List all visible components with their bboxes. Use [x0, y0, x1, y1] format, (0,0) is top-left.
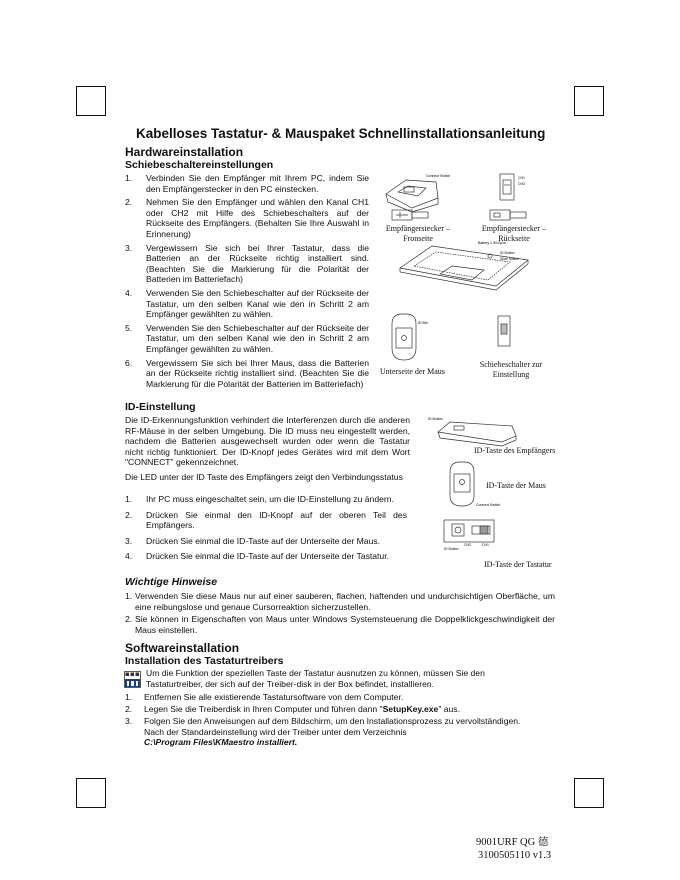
id-led-paragraph: Die LED unter der ID Taste des Empfängers zeigt den Verbindungsstatus	[125, 472, 403, 482]
hardware-step-3	[125, 243, 369, 285]
step-number: 1.	[125, 173, 133, 183]
crop-mark-top-left	[76, 86, 106, 116]
step-number: 4.	[125, 287, 133, 298]
footer-part-number: 3100505110 v1.3	[478, 850, 552, 861]
receiver-drawing	[386, 180, 438, 212]
id-btn-mouse-label: ID Btn	[418, 321, 428, 325]
footer-model-code: 9001URF QG 德	[476, 837, 549, 848]
setup-filename: SetupKey.exe	[382, 704, 439, 714]
step-text: Drücken Sie einmal die ID-Taste auf der Unterseite der Maus.	[146, 535, 381, 546]
crop-mark-bottom-left	[76, 778, 106, 808]
step-text-after: " aus.	[438, 704, 460, 714]
hardware-step-2	[125, 197, 369, 239]
caption-text: Unterseite der Maus	[380, 367, 445, 376]
install-path: C:\Program Files\KMaestro installiert.	[144, 737, 298, 748]
step-text: Vergewissern Sie sich bei Ihrer Tastatur, dass die Batterien an der Rückseite richtig installiert sind. (Beachten Sie die Markierung für die Polarität der Batterien im Batteriefach)	[146, 242, 369, 285]
hardware-illustration	[378, 168, 558, 390]
step-text: Verwenden Sie den Schiebeschalter auf der Rückseite der Tastatur, um den selben Kanal wie den in Schritt 2 am Empfänger gewählten zu wählen.	[146, 287, 369, 320]
keyboard-id-drawing	[444, 520, 494, 542]
keyboard-id-button-label: ID Button	[444, 547, 459, 551]
id-setting-heading: ID-Einstellung	[125, 401, 196, 413]
keyboard-ch1-label: CH1	[482, 543, 490, 547]
id-step-3	[125, 536, 407, 547]
hardware-heading: Hardwareinstallation	[125, 145, 244, 159]
software-heading: Softwareinstallation	[125, 641, 240, 655]
step-number: 2.	[125, 197, 133, 208]
note-text: Verwenden Sie diese Maus nur auf einer sauberen, flachen, haftenden und undurchsichtigen Oberfläche, um eine reibungslose und genaue Cursorreaktion sicherzustellen.	[135, 591, 555, 612]
step-text: Entfernen Sie alle existierende Tastatursoftware von dem Computer.	[144, 692, 404, 702]
caption-text: ID-Taste der Maus	[486, 481, 546, 490]
caption-text: ID-Taste des Empfängers	[474, 446, 556, 455]
step-text: Drücken Sie einmal den ID-Knopf auf der oberen Teil des Empfängers.	[146, 509, 407, 531]
crop-mark-bottom-right	[574, 778, 604, 808]
note-number: 2.	[125, 614, 133, 625]
id-step-4	[125, 551, 407, 562]
notes-heading: Wichtige Hinweise	[125, 576, 218, 588]
note-1	[125, 591, 555, 612]
step-number: 1.	[125, 494, 133, 504]
step-text: Ihr PC muss eingeschaltet sein, um die ID-Einstellung zu ändern.	[146, 494, 394, 504]
step-number: 4.	[125, 551, 133, 562]
step-text: Folgen Sie den Anweisungen auf dem Bildschirm, um den Installationsprozess zu vervollständigen. Nach der Standardeinstellung wird der Treiber unter dem Verzeichnis	[144, 716, 521, 737]
mouse-underside-drawing	[392, 314, 416, 360]
step-text: Nehmen Sie den Empfänger und wählen den Kanal CH1 oder CH2 mit Hilfe des Schiebeschalters auf der Rückseite des Empfängers. (Behalten Sie Ihre Auswahl in Erinnerung)	[146, 197, 369, 239]
ch1-label: CH1	[518, 176, 526, 180]
hardware-step-6	[125, 358, 369, 390]
step-text: Verwenden Sie den Schiebeschalter auf der Rückseite der Tastatur, um den selben Kanal wie den in Schritt 2 am Empfänger gewählten zu wählen.	[146, 322, 369, 354]
usb-plug-back-drawing	[490, 210, 526, 220]
driver-intro: Um die Funktion der speziellen Taste der Tastatur ausnutzen zu können, müssen Sie den Tastaturtreiber, der sich auf der Treiber-disk in der Box befindet, installieren.	[146, 668, 485, 689]
connect-switch-label: Connect Switch	[426, 174, 451, 178]
battery-label: Battery 1.5V/2pcs	[478, 241, 506, 245]
note-text: Sie können in Eigenschaften von Maus unter Windows Systemsteuerung die Doppelklickgeschwindigkeit der Maus einstellen.	[135, 614, 555, 635]
id-step-2	[125, 510, 407, 531]
id-step-1	[125, 494, 407, 505]
caption-slide-switch	[478, 360, 544, 379]
caption-text: Empfängerstecker – Fronseite	[385, 224, 451, 243]
id-steps	[125, 494, 407, 565]
caption-keyboard-id	[484, 560, 552, 570]
step-number: 2.	[125, 704, 133, 714]
slide-switch-drawing	[498, 316, 510, 346]
caption-text: Schiebeschalter zur Einstellung	[479, 360, 543, 379]
document-title: Kabelloses Tastatur- & Mauspaket Schnellinstallationsanleitung	[136, 126, 546, 141]
step-number: 1.	[125, 692, 133, 702]
caption-text: Empfängerstecker – Rückseite	[481, 224, 547, 243]
note-2	[125, 614, 555, 635]
software-step-1	[125, 692, 555, 703]
crop-mark-top-right	[574, 86, 604, 116]
notes-list	[125, 591, 555, 638]
receiver-id-drawing	[438, 422, 516, 446]
mouse-id-drawing	[450, 462, 474, 506]
caption-receiver-back	[474, 224, 554, 243]
software-step-2	[125, 704, 555, 715]
step-number: 3.	[125, 716, 133, 726]
hardware-steps	[125, 173, 369, 392]
id-setting-paragraph: Die ID-Erkennungsfunktion verhindert die Interferenzen durch die anderen RF-Mäuse in der selben Umgebung. Die ID muss neu eingestellt werden, nachdem die Batterien ausgewechselt wurden oder wenn die Tastatur nicht richtig funktioniert. Der ID-Knopf jedes Gerätes wird mit dem Wort "CONNECT" gekennzeichnet.	[125, 415, 410, 468]
software-step-3	[125, 716, 525, 748]
driver-heading: Installation des Tastaturtreibers	[125, 655, 284, 667]
id-button-label: ID Button	[500, 251, 515, 255]
hardware-step-1	[125, 173, 369, 194]
step-number: 3.	[125, 242, 133, 253]
note-number: 1.	[125, 591, 133, 601]
step-text: Vergewissern Sie sich bei Ihrer Maus, dass die Batterien an der Rückseite richtig installiert sind. (Beachten Sie die Markierung für die Polarität der Batterien im Batteriefach)	[146, 357, 369, 389]
step-text-before: Legen Sie die Treiberdisk in Ihren Computer und führen dann "	[144, 704, 383, 714]
caption-mouse-id	[486, 481, 546, 491]
slide-switch-label: Slide Switch	[500, 257, 520, 261]
step-number: 6.	[125, 357, 133, 368]
step-text: Verbinden Sie den Empfänger mit Ihrem PC, indem Sie den Empfängerstecker in den PC einstecken.	[146, 173, 369, 194]
hardware-step-4	[125, 288, 369, 320]
step-number: 3.	[125, 535, 133, 546]
caption-receiver-id	[474, 446, 555, 456]
caption-text: ID-Taste der Tastatur	[484, 560, 552, 569]
caption-mouse-underside	[380, 367, 445, 377]
ch2-label: CH2	[518, 182, 526, 186]
caption-receiver-front	[378, 224, 458, 243]
hardware-step-5	[125, 323, 369, 355]
receiver-id-button-label: ID Button	[428, 417, 443, 421]
driver-disk-icon	[124, 671, 141, 688]
step-number: 5.	[125, 322, 133, 333]
mouse-connect-switch-label: Connect Switch	[476, 503, 501, 507]
keyboard-ch2-label: CH2	[464, 543, 472, 547]
switch-settings-heading: Schiebeschaltereinstellungen	[125, 159, 274, 171]
receiver-back-drawing	[500, 174, 514, 200]
step-number: 2.	[125, 509, 133, 520]
step-text: Drücken Sie einmal die ID-Taste auf der Unterseite der Tastatur.	[146, 551, 389, 562]
